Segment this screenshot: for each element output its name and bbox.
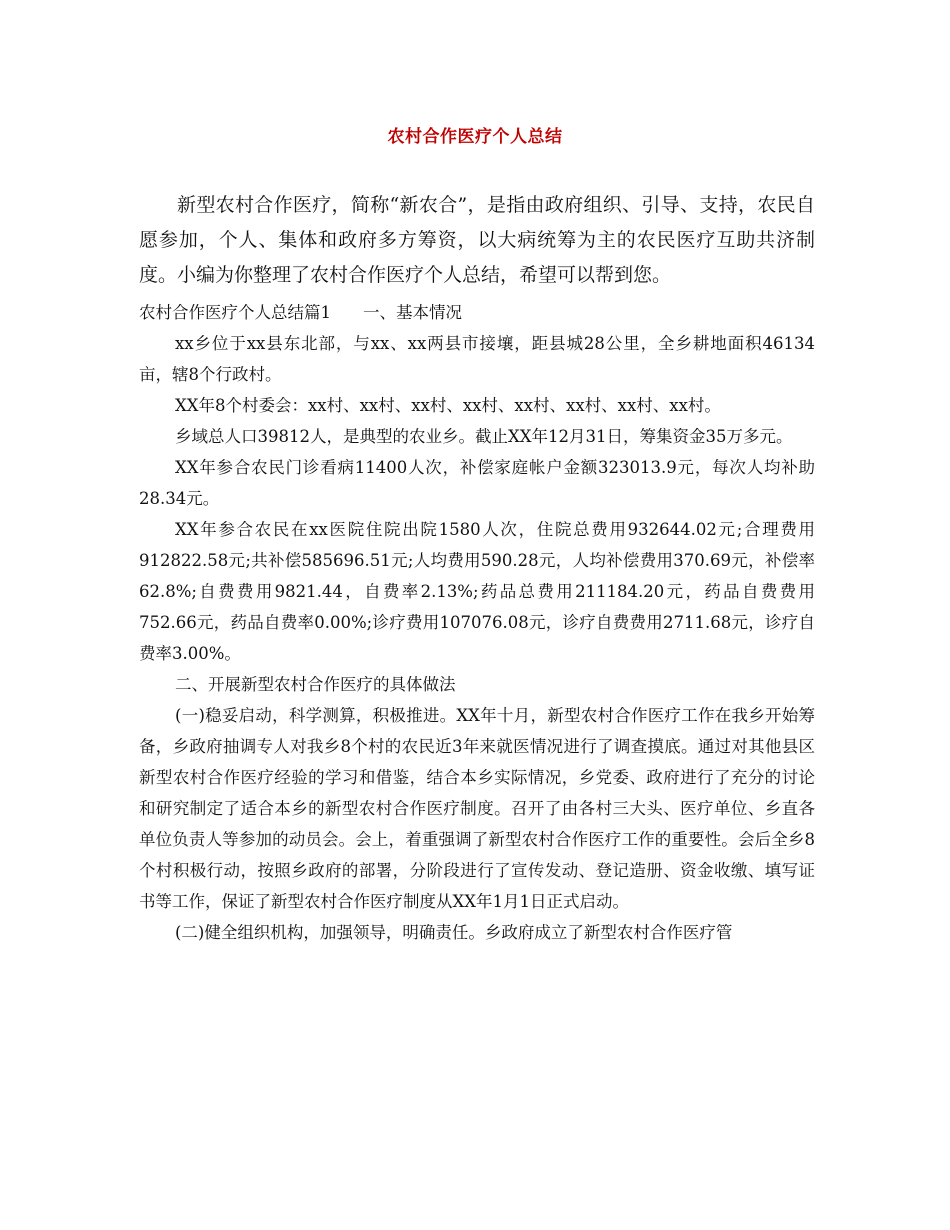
paragraph-population: 乡域总人口39812人，是典型的农业乡。截止XX年12月31日，筹集资金35万多元。 <box>175 427 793 446</box>
document-body <box>139 297 815 948</box>
section-sub-label: 一、基本情况 <box>363 303 462 322</box>
intro-paragraph: 新型农村合作医疗，简称“新农合”，是指由政府组织、引导、支持，农民自愿参加，个人、集体和政府多方筹资，以大病统筹为主的农民医疗互助共济制度。小编为你整理了农村合作医疗个人总结，希望可以帮到您。 <box>139 194 815 286</box>
paragraph-organization: (二)健全组织机构，加强领导，明确责任。乡政府成立了新型农村合作医疗管 <box>175 923 733 942</box>
section-heading <box>139 297 815 328</box>
paragraph-location: xx乡位于xx县东北部，与xx、xx两县市接壤，距县城28公里，全乡耕地面积46134亩，辖8个行政村。 <box>139 334 815 384</box>
paragraph-outpatient: XX年参合农民门诊看病11400人次，补偿家庭帐户金额323013.9元，每次人均补助28.34元。 <box>139 458 815 508</box>
section-part-label: 农村合作医疗个人总结篇1 <box>139 303 331 322</box>
document-title: 农村合作医疗个人总结 <box>387 127 563 147</box>
paragraph-launch: (一)稳妥启动，科学测算，积极推进。XX年十月，新型农村合作医疗工作在我乡开始筹备，乡政府抽调专人对我乡8个村的农民近3年来就医情况进行了调查摸底。通过对其他县区新型农村合作医疗经验的学习和借鉴，结合本乡实际情况，乡党委、政府进行了充分的讨论和研究制定了适合本乡的新型农村合作医疗制度。召开了由各村三大头、医疗单位、乡直各单位负责人等参加的动员会。会上，着重强调了新型农村合作医疗工作的重要性。会后全乡8个村积极行动，按照乡政府的部署，分阶段进行了宣传发动、登记造册、资金收缴、填写证书等工作，保证了新型农村合作医疗制度从XX年1月1日正式启动。 <box>139 706 815 911</box>
section-heading-2: 二、开展新型农村合作医疗的具体做法 <box>175 675 456 694</box>
paragraph-inpatient: XX年参合农民在xx医院住院出院1580人次，住院总费用932644.02元;合理费用912822.58元;共补偿585696.51元;人均费用590.28元，人均补偿费用370.69元，补偿率62.8%;自费费用9821.44，自费率2.13%;药品总费用211184.20元，药品自费费用752.66元，药品自费率0.00%;诊疗费用107076.08元，诊疗自费费用2711.68元，诊疗自费率3.00%。 <box>139 520 815 663</box>
paragraph-villages: XX年8个村委会：xx村、xx村、xx村、xx村、xx村、xx村、xx村、xx村。 <box>175 396 721 415</box>
